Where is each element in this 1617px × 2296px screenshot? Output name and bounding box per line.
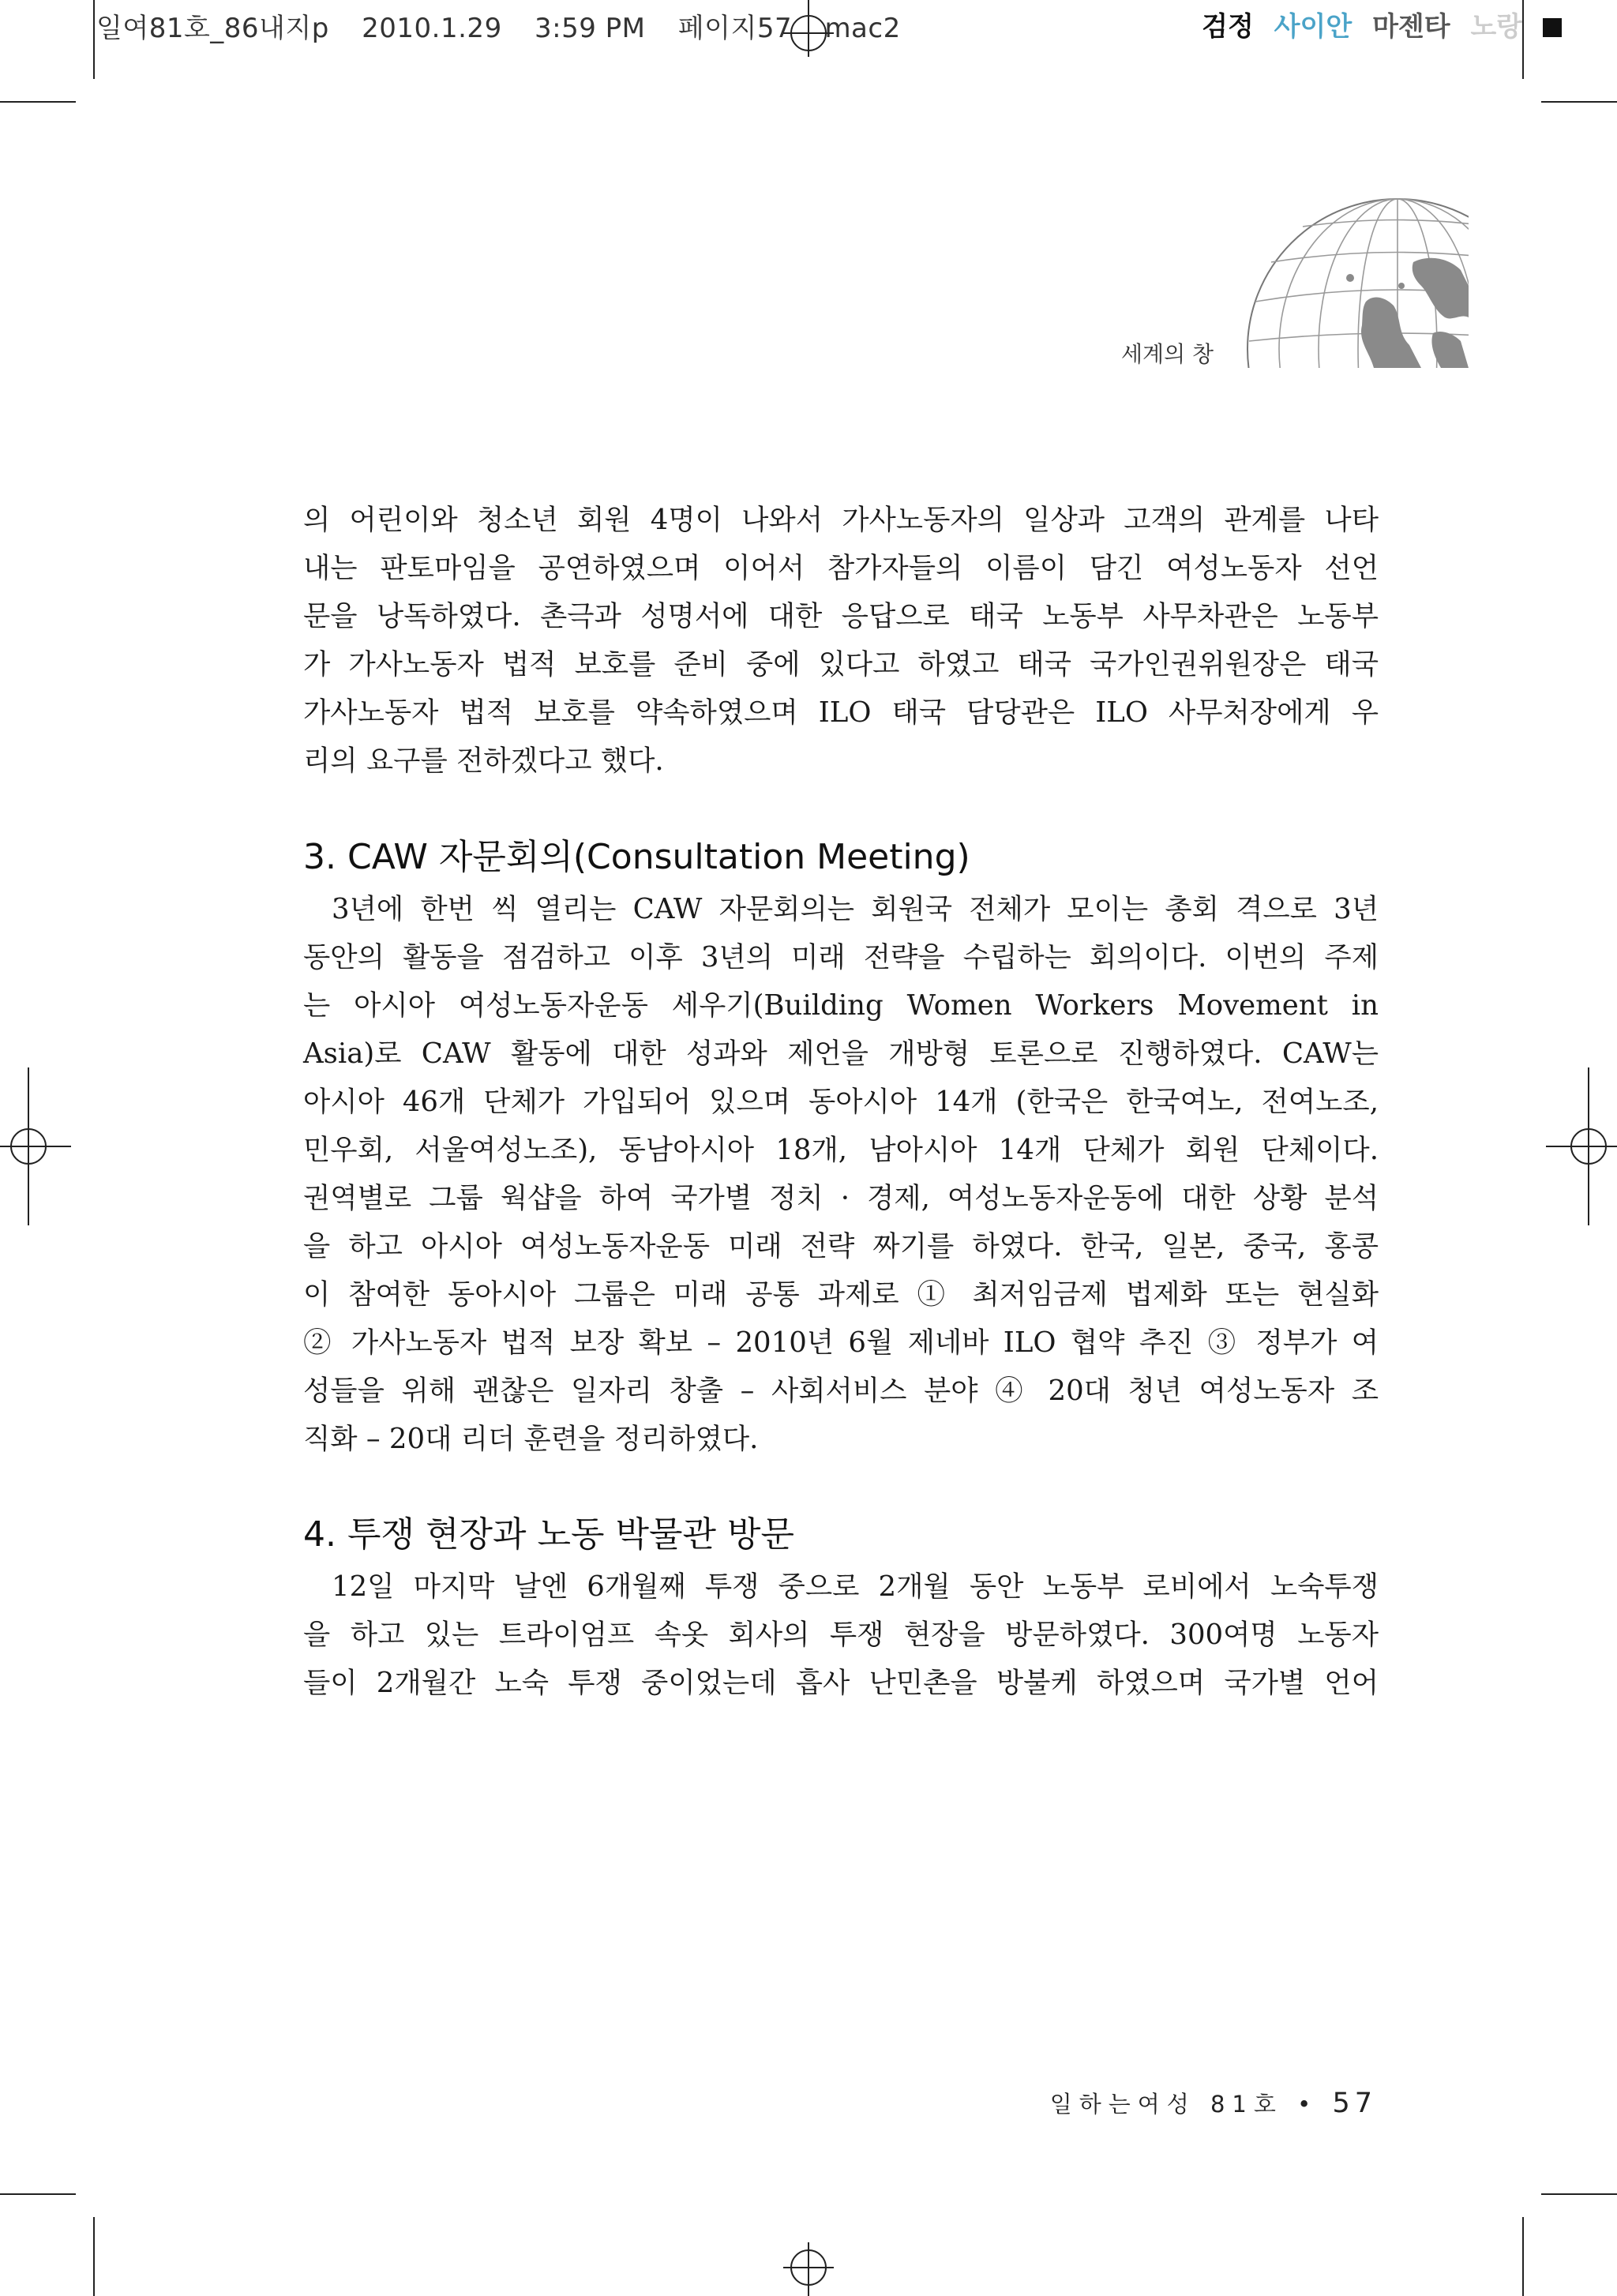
text-line: 민우회, 서울여성노조), 동남아시아 18개, 남아시아 14개 단체가 회원 단체이다.: [303, 1134, 1379, 1166]
section-3-heading: 3. CAW 자문회의(Consultation Meeting): [303, 837, 970, 877]
text-line: 문을 낭독하였다. 촌극과 성명서에 대한 응답으로 태국 노동부 사무차관은 노동부: [303, 600, 1379, 632]
registration-mark-right: [1546, 1067, 1617, 1225]
color-cyan-label: 사이안: [1274, 11, 1353, 43]
text-line: 의 어린이와 청소년 회원 4명이 나와서 가사노동자의 일상과 고객의 관계를 나타: [303, 504, 1379, 536]
color-black-label: 검정: [1202, 11, 1254, 43]
slug-page: 페이지57: [677, 13, 793, 44]
color-black-swatch: [1543, 18, 1562, 37]
registration-mark-bottom: [783, 2242, 834, 2296]
text-line: Asia)로 CAW 활동에 대한 성과와 제언을 개방형 토론으로 진행하였다. CAW는: [303, 1037, 1379, 1070]
text-line: 아시아 46개 단체가 가입되어 있으며 동아시아 14개 (한국은 한국여노, 전여노조,: [303, 1086, 1379, 1118]
text-line: 는 아시아 여성노동자운동 세우기(Building Women Workers Movement in: [303, 989, 1379, 1022]
section-4-paragraph: [303, 1563, 1379, 1707]
text-line: 성들을 위해 괜찮은 일자리 창출 – 사회서비스 분야 ④ 20대 청년 여성노동자 조: [303, 1375, 1379, 1407]
slug-time: 3:59 PM: [535, 13, 646, 44]
text-line: ② 가사노동자 법적 보장 확보 – 2010년 6월 제네바 ILO 협약 추진 ③ 정부가 여: [303, 1326, 1379, 1359]
slug-machine: mac2: [824, 13, 901, 44]
article-body: [303, 496, 1379, 1707]
text-line: 리의 요구를 전하겠다고 했다.: [303, 745, 664, 777]
crop-mark: [1522, 0, 1524, 79]
section-4-heading: 4. 투쟁 현장과 노동 박물관 방문: [303, 1514, 794, 1555]
intro-paragraph: [303, 496, 1379, 785]
text-line: 들이 2개월간 노숙 투쟁 중이었는데 흡사 난민촌을 방불케 하였으며 국가별 언어: [303, 1667, 1379, 1699]
globe-icon: [1232, 175, 1469, 373]
crop-mark: [1541, 101, 1617, 103]
text-line: 동안의 활동을 점검하고 이후 3년의 미래 전략을 수립하는 회의이다. 이번의 주제: [303, 941, 1379, 974]
color-yellow-label: 노랑: [1470, 11, 1523, 43]
color-bar: [1191, 5, 1562, 43]
text-line: 직화 – 20대 리더 훈련을 정리하였다.: [303, 1423, 759, 1455]
text-line: 가사노동자 법적 보호를 약속하였으며 ILO 태국 담당관은 ILO 사무처장에게 우: [303, 696, 1379, 729]
color-magenta-label: 마젠타: [1372, 11, 1450, 43]
text-line: 12일 마지막 날엔 6개월째 투쟁 중으로 2개월 동안 노동부 로비에서 노숙투쟁: [332, 1570, 1379, 1603]
text-line: 을 하고 있는 트라이엄프 속옷 회사의 투쟁 현장을 방문하였다. 300여명 노동자: [303, 1619, 1379, 1651]
text-line: 권역별로 그룹 웍샵을 하여 국가별 정치 · 경제, 여성노동자운동에 대한 상황 분석: [303, 1182, 1379, 1214]
crop-mark: [1522, 2217, 1524, 2296]
section-3-paragraph: [303, 885, 1379, 1463]
page-number: 57: [1332, 2088, 1377, 2119]
slug-date: 2010.1.29: [362, 13, 502, 44]
crop-mark: [0, 101, 76, 103]
text-line: 이 참여한 동아시아 그룹은 미래 공통 과제로 ① 최저임금제 법제화 또는 현실화: [303, 1278, 1379, 1311]
crop-mark: [0, 2193, 76, 2195]
section-tag: 세계의 창: [1121, 341, 1214, 367]
crop-mark: [1541, 2193, 1617, 2195]
text-line: 가 가사노동자 법적 보호를 준비 중에 있다고 하였고 태국 국가인권위원장은 태국: [303, 648, 1379, 681]
text-line: 을 하고 아시아 여성노동자운동 미래 전략 짜기를 하였다. 한국, 일본, 중국, 홍콩: [303, 1230, 1379, 1262]
text-line: 내는 판토마임을 공연하였으며 이어서 참가자들의 이름이 담긴 여성노동자 선언: [303, 552, 1379, 584]
text-line: 3년에 한번 씩 열리는 CAW 자문회의는 회원국 전체가 모이는 총회 격으로 3년: [332, 893, 1379, 925]
registration-mark-top: [783, 0, 834, 57]
registration-mark-left: [0, 1067, 71, 1225]
crop-mark: [93, 2217, 95, 2296]
footer-bullet: •: [1297, 2091, 1319, 2118]
slug-filename: 일여81호_86내지p: [96, 13, 329, 44]
crop-mark: [93, 0, 95, 79]
page-footer: [1050, 2087, 1377, 2119]
publication-name: 일하는여성 81호: [1049, 2091, 1283, 2118]
